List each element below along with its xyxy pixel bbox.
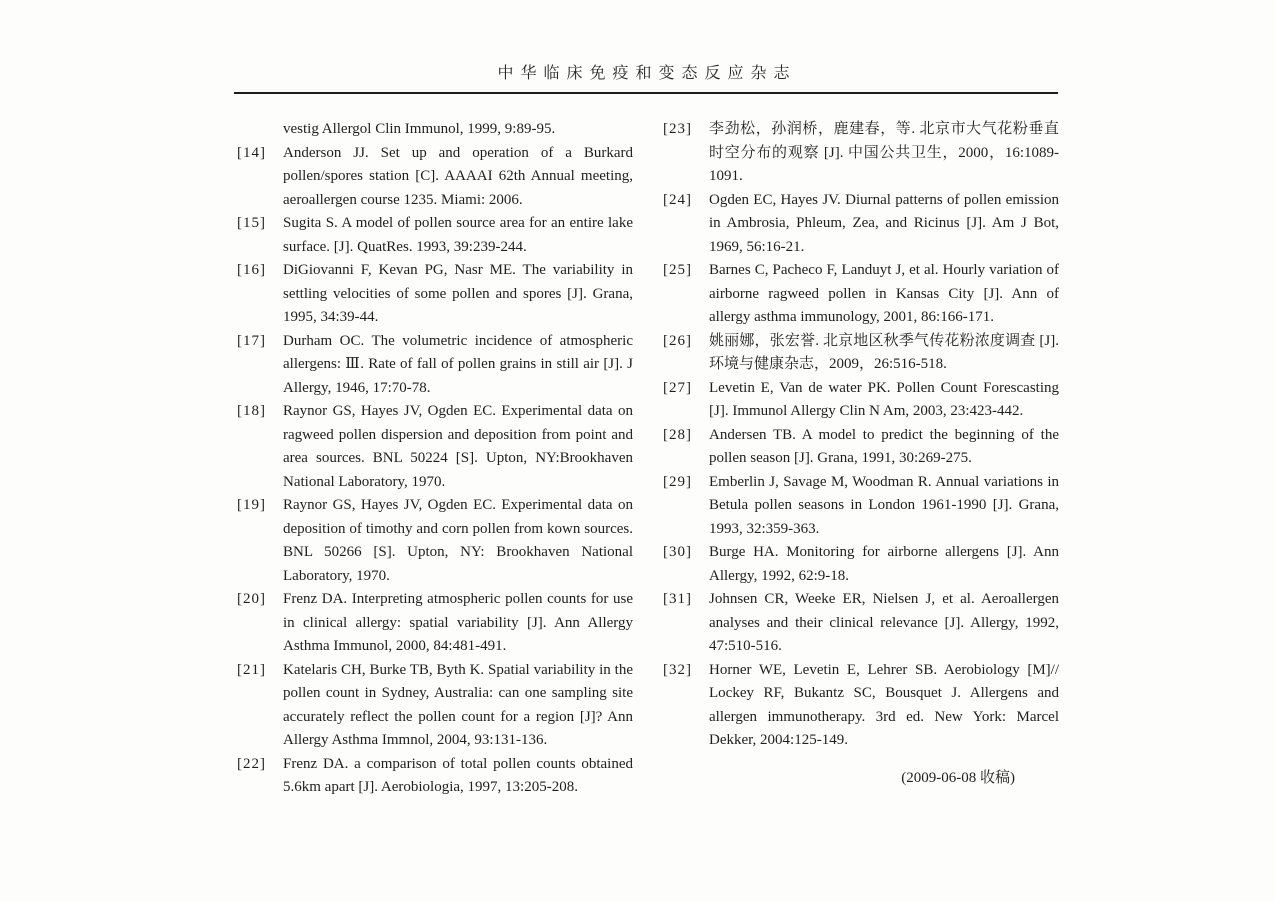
- reference-item: [237, 142, 633, 213]
- reference-label: [21]: [237, 661, 266, 678]
- reference-label: [29]: [663, 473, 692, 490]
- reference-label: [23]: [663, 121, 692, 137]
- reference-label: [15]: [237, 215, 266, 231]
- reference-text: Levetin E, Van de water PK. Pollen Count Forescasting [J]. Immunol Allergy Clin N Am, 2003, 23:423-442.: [709, 379, 1059, 419]
- reference-item: [237, 400, 633, 494]
- reference-label: [22]: [237, 755, 266, 772]
- references-column-right: [663, 118, 1059, 800]
- reference-label: [27]: [663, 379, 692, 396]
- references-columns: [237, 118, 1059, 800]
- reference-item: [237, 330, 633, 401]
- reference-item: [237, 212, 633, 259]
- reference-text: Johnsen CR, Weeke ER, Nielsen J, et al. Aeroallergen analyses and their clinical relevance [J]. Allergy, 1992, 47:510-516.: [709, 591, 1059, 654]
- reference-item: [663, 541, 1059, 588]
- reference-label: [32]: [663, 661, 692, 678]
- reference-item: [663, 424, 1059, 471]
- reference-text: Raynor GS, Hayes JV, Ogden EC. Experimental data on deposition of timothy and corn pollen from kown sources. BNL 50266 [S]. Upton, NY: Brookhaven National Laboratory, 1970.: [283, 497, 633, 584]
- reference-text: Sugita S. A model of pollen source area for an entire lake surface. [J]. QuatRes. 1993, 39:239-244.: [283, 215, 633, 255]
- reference-text: Burge HA. Monitoring for airborne allergens [J]. Ann Allergy, 1992, 62:9-18.: [709, 544, 1059, 584]
- reference-text: Emberlin J, Savage M, Woodman R. Annual variations in Betula pollen seasons in London 1961-1990 [J]. Grana, 1993, 32:359-363.: [709, 473, 1059, 537]
- reference-text: Andersen TB. A model to predict the beginning of the pollen season [J]. Grana, 1991, 30:269-275.: [709, 426, 1059, 466]
- reference-text: Horner WE, Levetin E, Lehrer SB. Aerobiology [M]// Lockey RF, Bukantz SC, Bousquet J. Allergens and allergen immunotherapy. 3rd ed. New York: Marcel Dekker, 2004:125-149.: [709, 661, 1059, 748]
- reference-item: [663, 377, 1059, 424]
- received-date: (2009-06-08 收稿): [901, 769, 1015, 786]
- reference-label: [25]: [663, 262, 692, 278]
- references-column-left: [237, 118, 633, 800]
- reference-item: [237, 753, 633, 800]
- reference-text: Katelaris CH, Burke TB, Byth K. Spatial variability in the pollen count in Sydney, Australia: can one sampling site accurately reflect the pollen count for a region [J]? Ann Allergy Asthma Immnol, 2004, 93:131-136.: [283, 661, 633, 748]
- reference-item: [663, 588, 1059, 659]
- reference-item: [663, 471, 1059, 542]
- reference-label: [18]: [237, 403, 266, 419]
- reference-text: vestig Allergol Clin Immunol, 1999, 9:89-95.: [283, 121, 556, 137]
- journal-title: 中华临床免疫和变态反应杂志: [497, 65, 797, 82]
- reference-label: [28]: [663, 426, 692, 443]
- reference-text: Anderson JJ. Set up and operation of a Burkard pollen/spores station [C]. AAAAI 62th Annual meeting, aeroallergen course 1235. Miami: 2006.: [283, 144, 633, 208]
- reference-label: [31]: [663, 591, 692, 607]
- reference-item: [663, 118, 1059, 189]
- reference-label: [24]: [663, 191, 692, 208]
- reference-label: [20]: [237, 591, 266, 607]
- reference-label: [16]: [237, 262, 266, 278]
- reference-label: [19]: [237, 497, 266, 513]
- reference-text: 李劲松，孙润桥，鹿建春，等. 北京市大气花粉垂直时空分布的观察 [J]. 中国公共卫生，2000，16:1089-1091.: [709, 121, 1059, 184]
- reference-item: [237, 494, 633, 588]
- reference-text: Durham OC. The volumetric incidence of atmospheric allergens: Ⅲ. Rate of fall of pollen grains in still air [J]. J Allergy, 1946, 17:70-78.: [283, 332, 633, 396]
- reference-text: DiGiovanni F, Kevan PG, Nasr ME. The variability in settling velocities of some pollen and spores [J]. Grana, 1995, 34:39-44.: [283, 262, 633, 325]
- reference-text: Frenz DA. Interpreting atmospheric pollen counts for use in clinical allergy: spatial variability [J]. Ann Allergy Asthma Immunol, 2000, 84:481-491.: [283, 591, 633, 654]
- reference-label: [26]: [663, 332, 692, 349]
- reference-text: 姚丽娜，张宏誉. 北京地区秋季气传花粉浓度调查 [J]. 环境与健康杂志，2009，26:516-518.: [709, 332, 1059, 372]
- reference-item: [237, 118, 633, 142]
- reference-item: [663, 189, 1059, 260]
- reference-label: [17]: [237, 332, 266, 349]
- header-rule: [234, 92, 1058, 94]
- reference-item: [237, 659, 633, 753]
- reference-label: [30]: [663, 544, 692, 560]
- reference-item: [663, 659, 1059, 753]
- reference-item: [237, 588, 633, 659]
- reference-text: Raynor GS, Hayes JV, Ogden EC. Experimental data on ragweed pollen dispersion and deposition from point and area sources. BNL 50224 [S]. Upton, NY:Brookhaven National Laboratory, 1970.: [283, 403, 633, 490]
- reference-label: [14]: [237, 144, 266, 161]
- reference-item: [237, 259, 633, 330]
- reference-text: Ogden EC, Hayes JV. Diurnal patterns of pollen emission in Ambrosia, Phleum, Zea, and Ricinus [J]. Am J Bot, 1969, 56:16-21.: [709, 191, 1059, 255]
- reference-text: Barnes C, Pacheco F, Landuyt J, et al. Hourly variation of airborne ragweed pollen in Kansas City [J]. Ann of allergy asthma immunology, 2001, 86:166-171.: [709, 262, 1059, 325]
- reference-item: [663, 259, 1059, 330]
- reference-item: [663, 330, 1059, 377]
- reference-text: Frenz DA. a comparison of total pollen counts obtained 5.6km apart [J]. Aerobiologia, 1997, 13:205-208.: [283, 755, 633, 795]
- references-list-right: [663, 118, 1059, 753]
